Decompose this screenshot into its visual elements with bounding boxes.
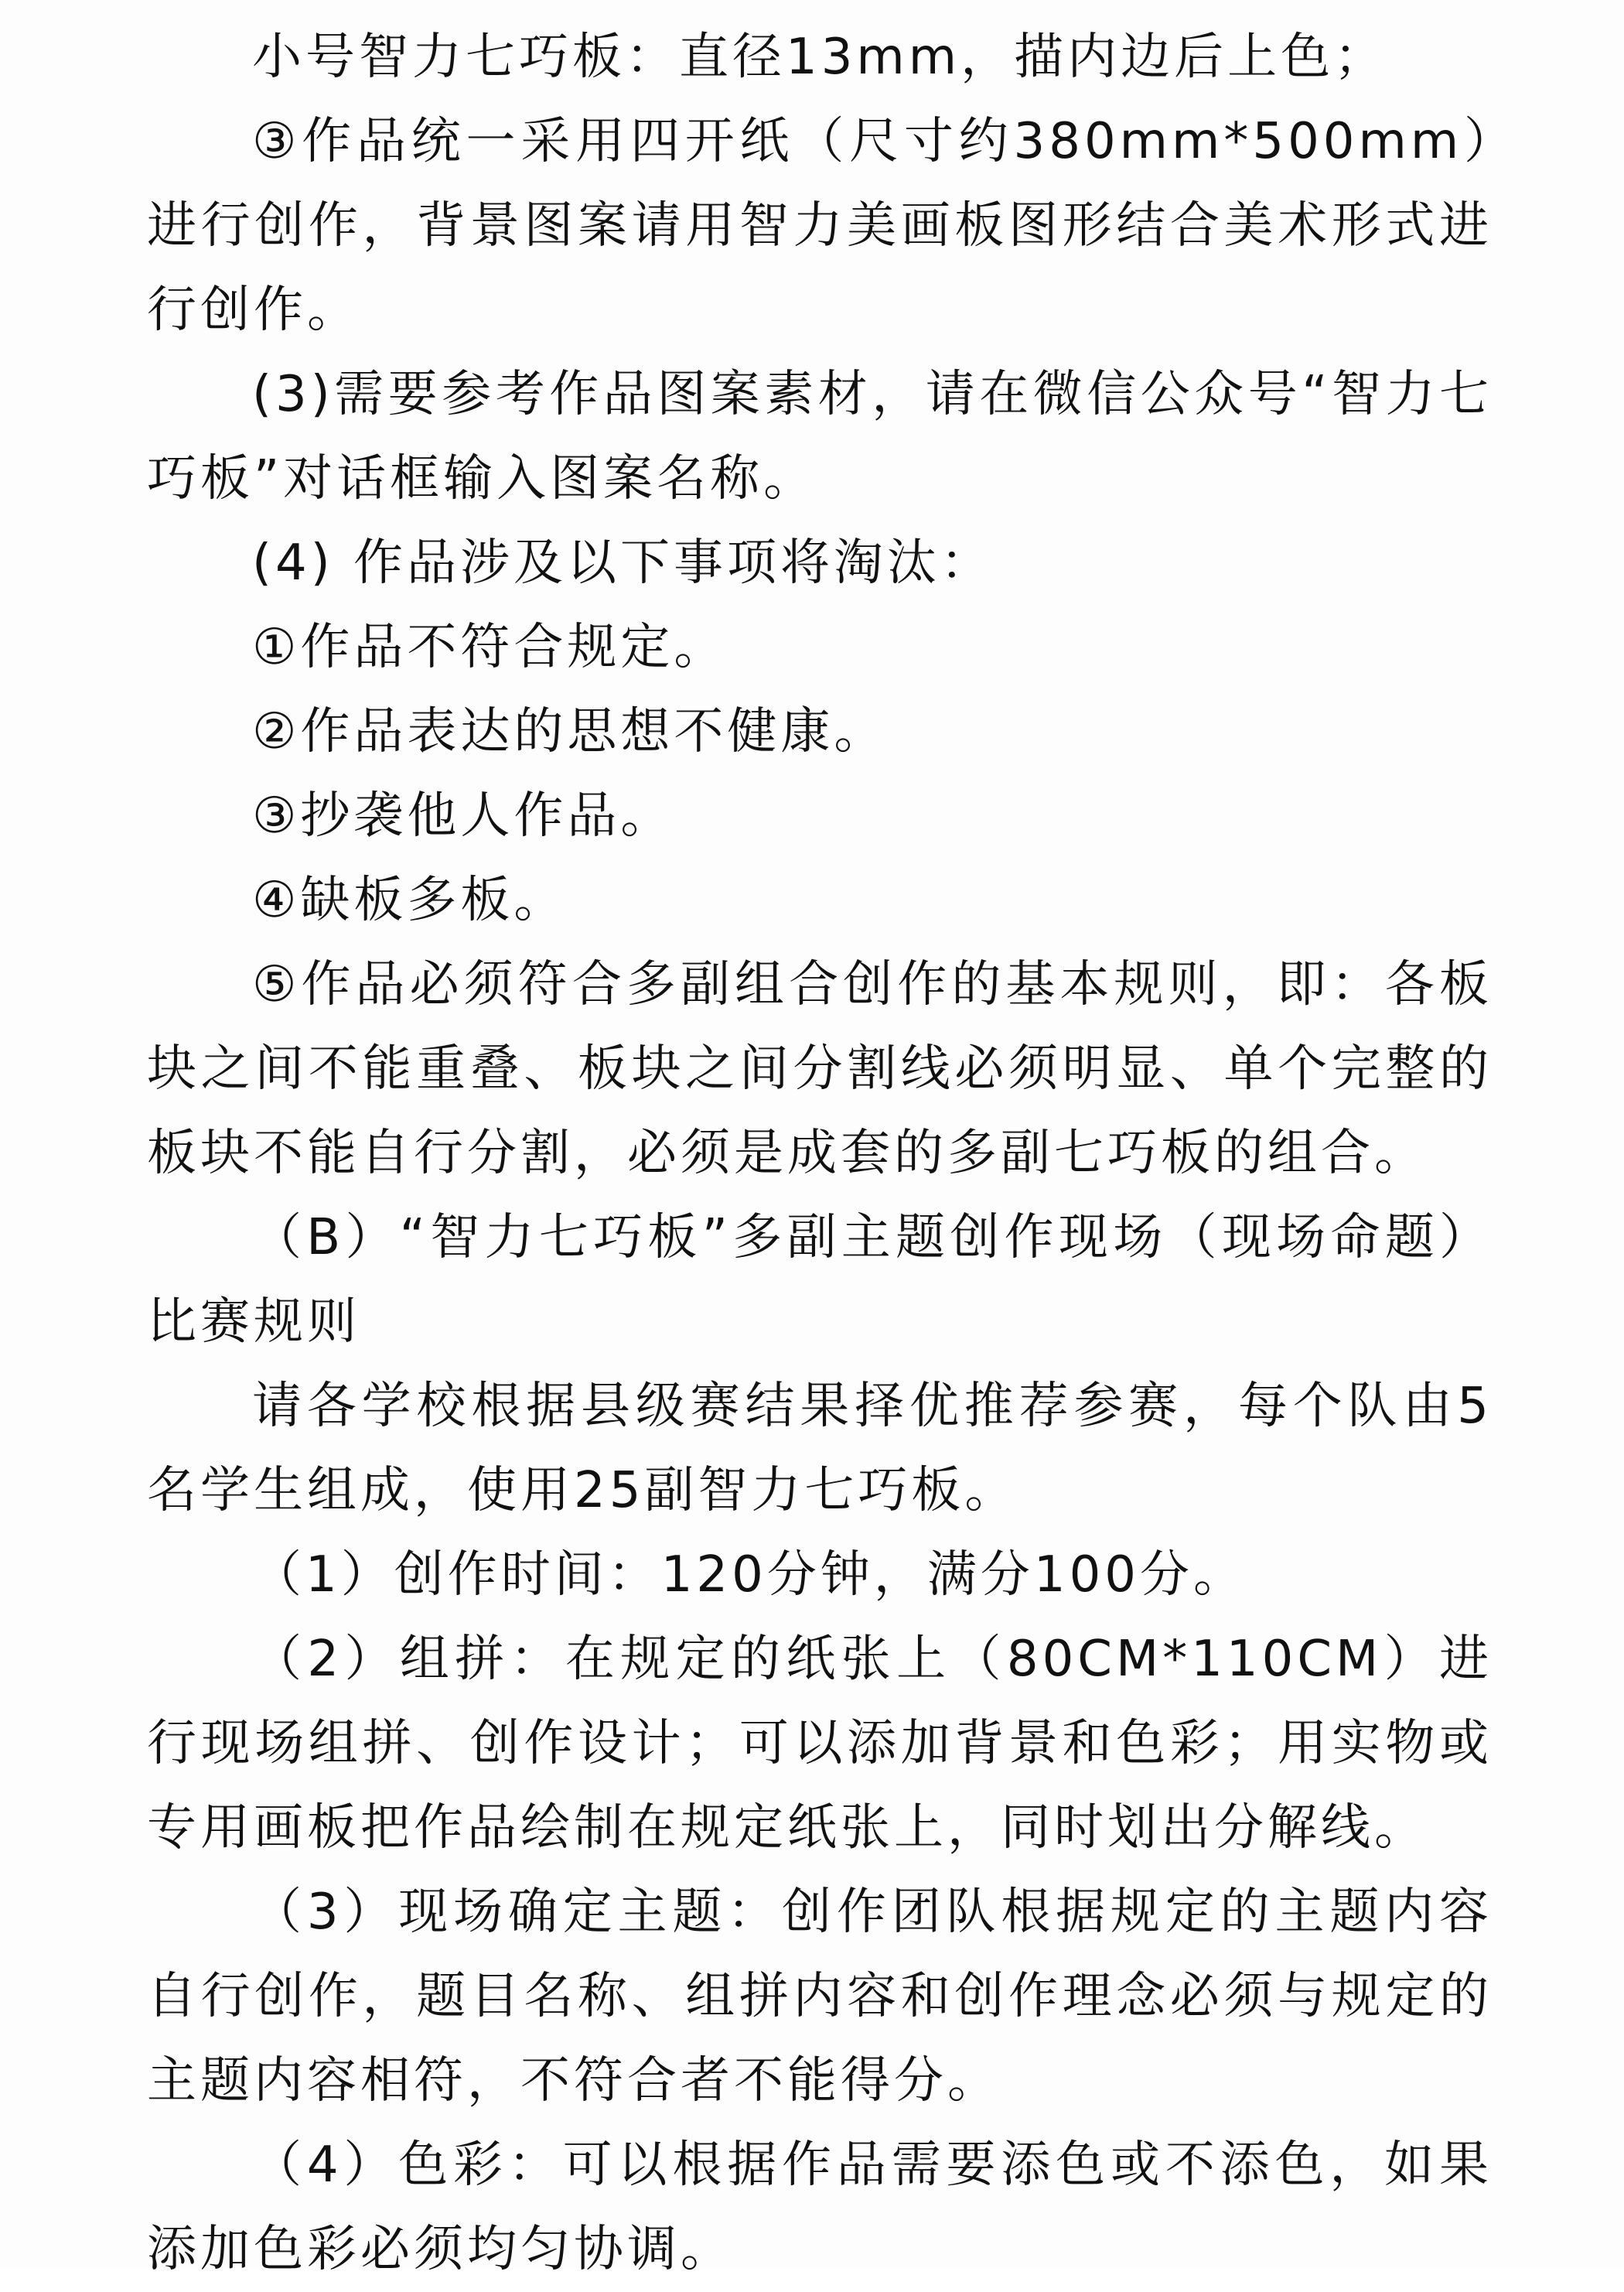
paragraph-team-composition: 请各学校根据县级赛结果择优推荐参赛，每个队由5名学生组成，使用25副智力七巧板。	[147, 1378, 1493, 1519]
section-heading-b: （B）“智力七巧板”多副主题创作现场（现场命题）比赛规则	[147, 1209, 1493, 1351]
paragraph-small-tangram: 小号智力七巧板：直径13mm，描内边后上色；	[252, 29, 1388, 86]
rule-item-color: （4）色彩：可以根据作品需要添色或不添色，如果添加色彩必须均匀协调。	[147, 2137, 1493, 2278]
rule-item-time: （1）创作时间：120分钟，满分100分。	[252, 1546, 1247, 1604]
list-item-elimination-4: ④缺板多板。	[252, 872, 568, 929]
list-item-elimination-5: ⑤作品必须符合多副组合创作的基本规则，即：各板块之间不能重叠、板块之间分割线必须明显、单个完整的板块不能自行分割，必须是成套的多副七巧板的组合。	[147, 956, 1493, 1182]
list-item-elimination-3: ③抄袭他人作品。	[252, 787, 674, 845]
list-item-elimination-1: ①作品不符合规定。	[252, 619, 728, 676]
rule-item-theme: （3）现场确定主题：创作团队根据规定的主题内容自行创作，题目名称、组拼内容和创作理念必须与规定的主题内容相符，不符合者不能得分。	[147, 1884, 1493, 2109]
list-item-elimination-2: ②作品表达的思想不健康。	[252, 703, 888, 760]
paragraph-reference-material: (3)需要参考作品图案素材，请在微信公众号“智力七巧板”对话框输入图案名称。	[147, 366, 1493, 507]
rule-item-assembly: （2）组拼：在规定的纸张上（80CM*110CM）进行现场组拼、创作设计；可以添加背景和色彩；用实物或专用画板把作品绘制在规定纸张上，同时划出分解线。	[147, 1631, 1493, 1856]
paragraph-elimination-heading: (4) 作品涉及以下事项将淘汰：	[252, 535, 994, 592]
document-body	[147, 15, 1493, 2292]
paragraph-paper-size: ③作品统一采用四开纸（尺寸约380mm*500mm）进行创作，背景图案请用智力美画板图形结合美术形式进行创作。	[147, 113, 1493, 339]
